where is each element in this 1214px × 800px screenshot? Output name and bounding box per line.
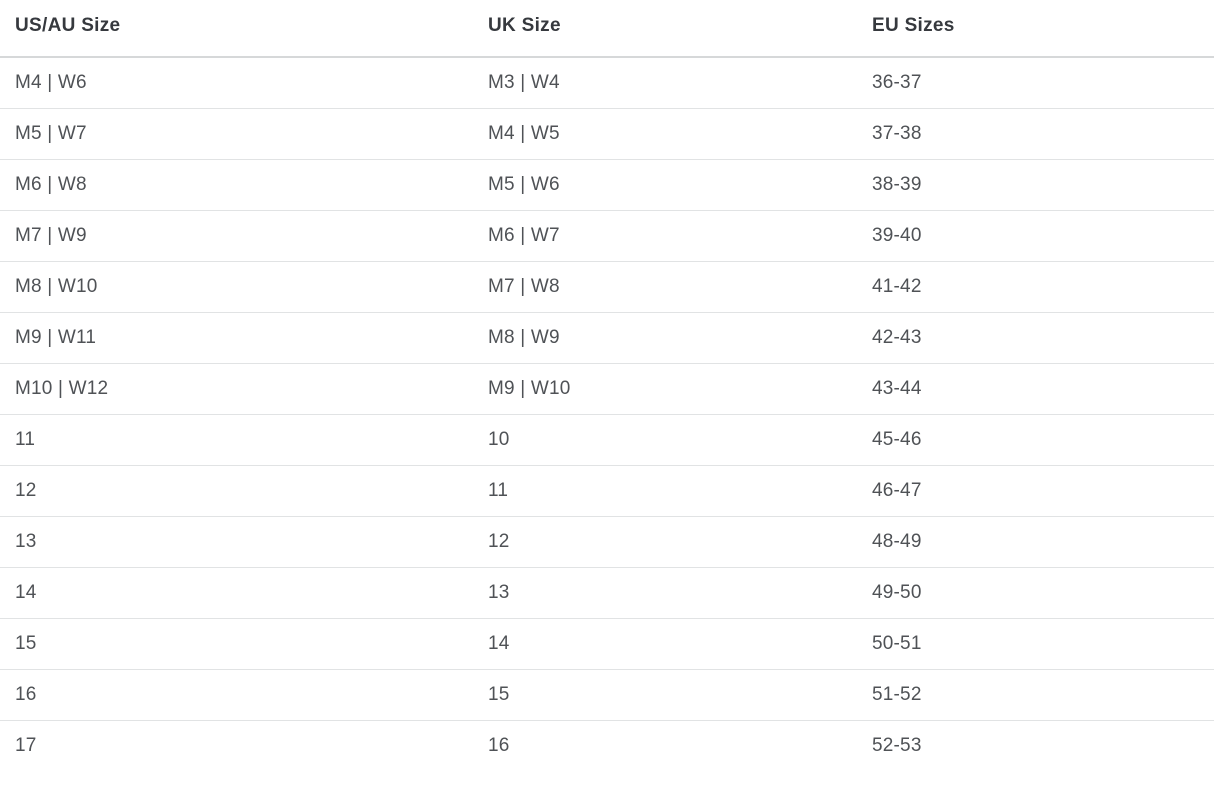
- table-cell-uk-size: 14: [473, 619, 857, 670]
- table-cell-uk-size: 10: [473, 415, 857, 466]
- table-cell-eu-sizes: 46-47: [857, 466, 1214, 517]
- table-row: [0, 57, 1214, 109]
- table-cell-eu-sizes: 52-53: [872, 735, 922, 756]
- table-cell-us-au-size: 15: [0, 619, 473, 670]
- table-cell-us-au-size: 17: [15, 735, 37, 756]
- column-header-uk-size: UK Size: [473, 0, 857, 57]
- table-cell-uk-size: 12: [473, 517, 857, 568]
- table-cell-us-au-size: M8 | W10: [0, 262, 473, 313]
- table-cell-uk-size: 16: [488, 735, 510, 756]
- table-row: [0, 313, 1214, 364]
- table-cell-us-au-size: 11: [0, 415, 473, 466]
- table-cell-us-au-size: M5 | W7: [0, 109, 473, 160]
- table-cell-us-au-size: M7 | W9: [0, 211, 473, 262]
- table-cell-eu-sizes: 50-51: [857, 619, 1214, 670]
- table-header-row: [0, 0, 1214, 57]
- table-row: [0, 466, 1214, 517]
- table-cell-eu-sizes: 48-49: [857, 517, 1214, 568]
- table-row: [0, 211, 1214, 262]
- table-cell-eu-sizes: 45-46: [857, 415, 1214, 466]
- column-header-eu-sizes: EU Sizes: [857, 0, 1214, 57]
- table-cell-us-au-size: M9 | W11: [0, 313, 473, 364]
- table-cell-us-au-size: M4 | W6: [0, 57, 473, 109]
- table-cell-eu-sizes: 42-43: [857, 313, 1214, 364]
- table-cell-uk-size: M7 | W8: [473, 262, 857, 313]
- table-cell-eu-sizes: 39-40: [857, 211, 1214, 262]
- table-cell-uk-size: M3 | W4: [473, 57, 857, 109]
- table-cell-us-au-size: 16: [0, 670, 473, 721]
- table-row: [0, 262, 1214, 313]
- table-row: [0, 415, 1214, 466]
- table-row: [0, 364, 1214, 415]
- column-header-us-au-size: US/AU Size: [0, 0, 473, 57]
- table-cell-eu-sizes: 38-39: [857, 160, 1214, 211]
- table-cell-uk-size: M8 | W9: [473, 313, 857, 364]
- table-row: [0, 517, 1214, 568]
- table-cell-uk-size: 15: [473, 670, 857, 721]
- table-cell-us-au-size: 14: [0, 568, 473, 619]
- table-cell-uk-size: 11: [473, 466, 857, 517]
- table-cell-us-au-size: 12: [0, 466, 473, 517]
- table-cell-eu-sizes: 43-44: [857, 364, 1214, 415]
- table-row: [0, 670, 1214, 721]
- table-cell-eu-sizes: 49-50: [857, 568, 1214, 619]
- table-cell-uk-size: M4 | W5: [473, 109, 857, 160]
- table-body: [0, 57, 1214, 771]
- table-cell-eu-sizes: 37-38: [857, 109, 1214, 160]
- table-cell-uk-size: M5 | W6: [473, 160, 857, 211]
- table-row: [0, 160, 1214, 211]
- table-cell-uk-size: 13: [473, 568, 857, 619]
- table-row: [0, 619, 1214, 670]
- table-cell-uk-size: M6 | W7: [473, 211, 857, 262]
- table-cell-eu-sizes: 41-42: [857, 262, 1214, 313]
- table-cell-us-au-size: M6 | W8: [0, 160, 473, 211]
- table-cell-us-au-size: 13: [0, 517, 473, 568]
- table-row: [0, 109, 1214, 160]
- table-row: [0, 721, 1214, 772]
- table-cell-uk-size: M9 | W10: [473, 364, 857, 415]
- table-cell-eu-sizes: 36-37: [857, 57, 1214, 109]
- table-cell-eu-sizes: 51-52: [857, 670, 1214, 721]
- table-row: [0, 568, 1214, 619]
- table-cell-us-au-size: M10 | W12: [0, 364, 473, 415]
